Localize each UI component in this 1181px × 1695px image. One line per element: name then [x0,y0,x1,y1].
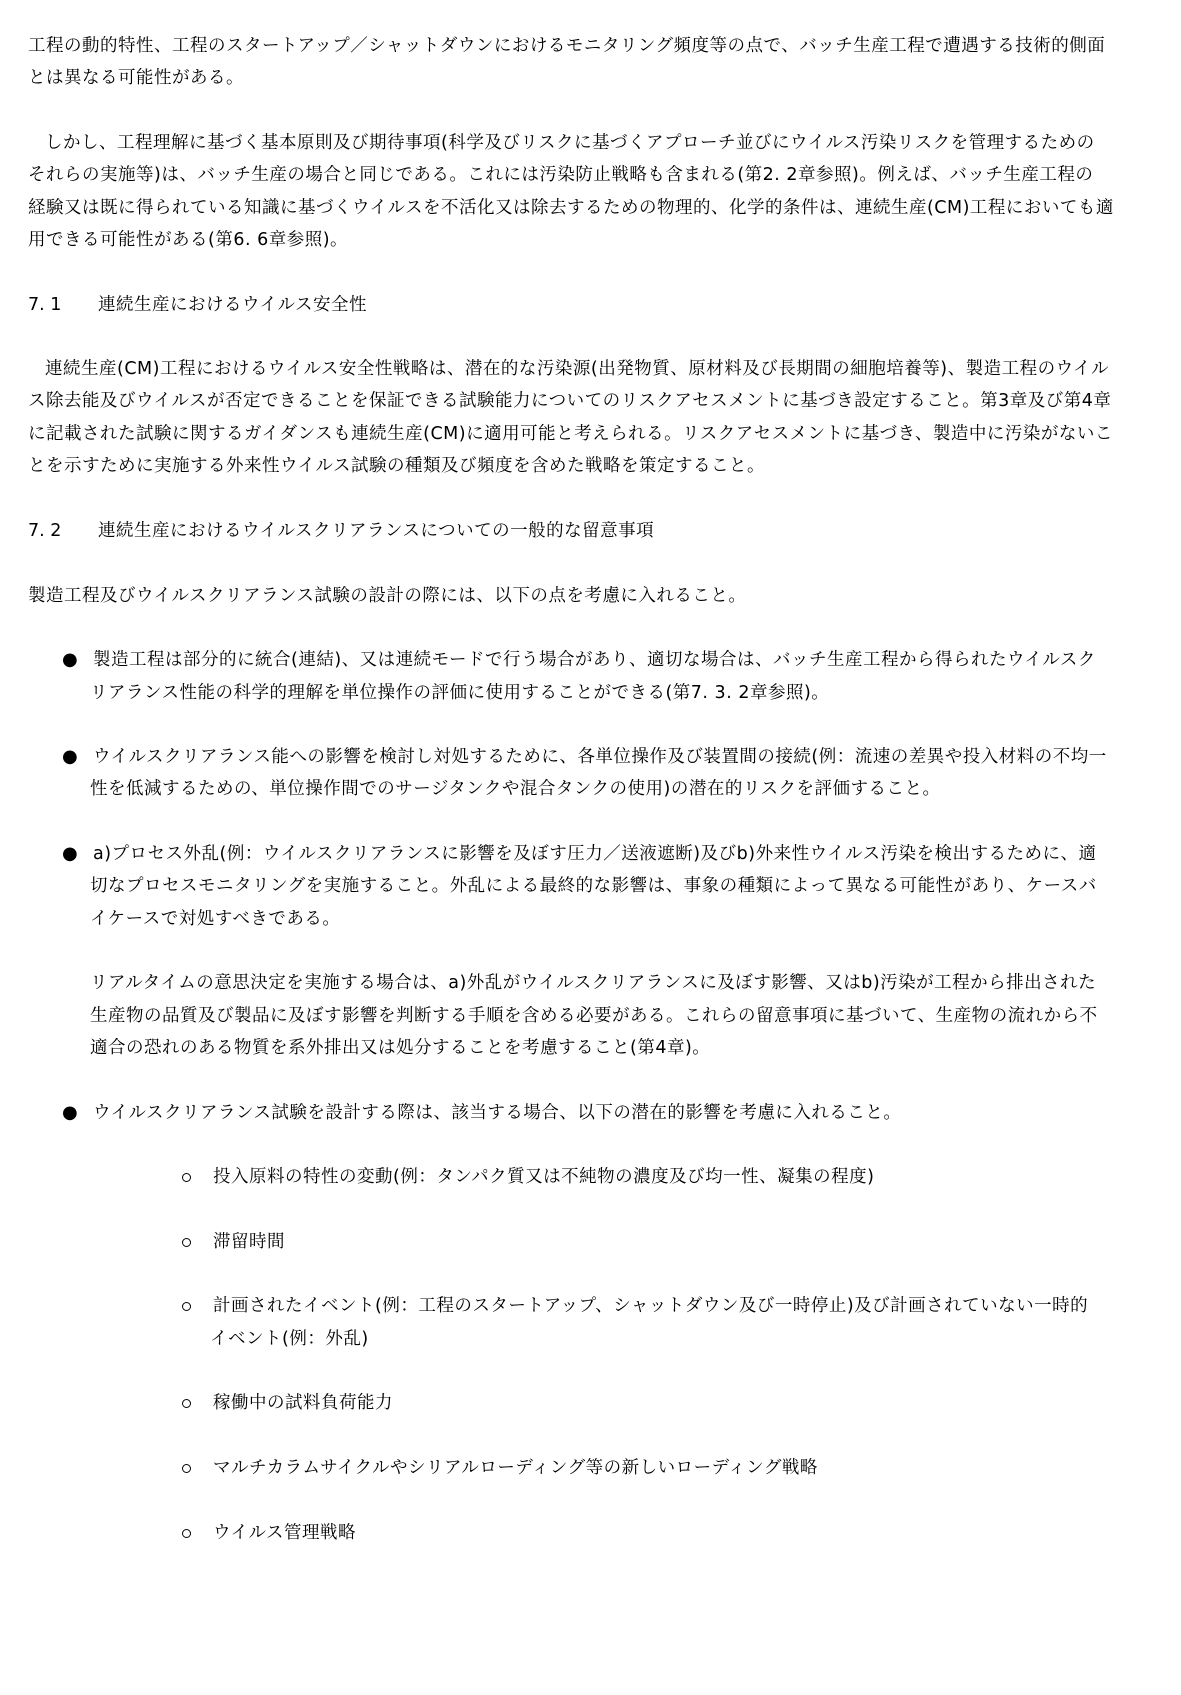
sub-bullet-marker [182,1238,191,1247]
sub-bullet-2-line-1: 滞留時間 [213,1232,285,1252]
sub-bullet-4-line-1: 稼働中の試料負荷能力 [213,1393,393,1413]
intro-p2-line-2: それらの実施等)は、バッチ生産の場合と同じである。これには汚染防止戦略も含まれる(第2. 2章参照)。例えば、バッチ生産工程の [28,165,1094,185]
sub-bullet-marker [182,1529,191,1538]
intro-p2-line-4: 用できる可能性がある(第6. 6章参照)。 [28,230,349,250]
section-7-1-line-2: ス除去能及びウイルスが否定できることを保証できる試験能力についてのリスクアセスメントに基づき設定すること。第3章及び第4章 [28,391,1112,411]
section-7-2-intro: 製造工程及びウイルスクリアランス試験の設計の際には、以下の点を考慮に入れること。 [28,586,747,606]
section-7-1-number: 7. 1 [28,295,62,315]
bullet-1-line-1: 製造工程は部分的に統合(連結)、又は連続モードで行う場合があり、適切な場合は、バッチ生産工程から得られたウイルスク [93,650,1096,670]
bullet-marker: ● [62,1102,78,1123]
sub-bullet-marker [182,1464,191,1473]
bullet-4-line-1: ウイルスクリアランス試験を設計する際は、該当する場合、以下の潜在的影響を考慮に入れること。 [93,1103,902,1123]
sub-bullet-3-line-1: 計画されたイベント(例：工程のスタートアップ、シャットダウン及び一時停止)及び計画されていない一時的 [213,1296,1089,1316]
section-7-1-title: 連続生産におけるウイルス安全性 [98,295,367,315]
intro-p1-line-2: とは異なる可能性がある。 [28,68,244,88]
section-7-1-line-3: に記載された試験に関するガイダンスも連続生産(CM)に適用可能と考えられる。リスクアセスメントに基づき、製造中に汚染がないこ [28,424,1113,444]
bullet-3-cont-line-1: リアルタイムの意思決定を実施する場合は、a)外乱がウイルスクリアランスに及ぼす影響、又はb)汚染が工程から排出された [90,973,1097,993]
bullet-2-line-1: ウイルスクリアランス能への影響を検討し対処するために、各単位操作及び装置間の接続(例：流速の差異や投入材料の不均一 [93,747,1107,767]
intro-p1-line-1: 工程の動的特性、工程のスタートアップ／シャットダウンにおけるモニタリング頻度等の点で、バッチ生産工程で遭遇する技術的側面 [28,36,1106,56]
sub-bullet-marker [182,1399,191,1408]
bullet-marker: ● [62,746,78,767]
section-7-1-line-4: とを示すために実施する外来性ウイルス試験の種類及び頻度を含めた戦略を策定すること。 [28,456,765,476]
bullet-marker: ● [62,843,78,864]
intro-p2-line-3: 経験又は既に得られている知識に基づくウイルスを不活化又は除去するための物理的、化学的条件は、連続生産(CM)工程においても適 [28,198,1114,218]
bullet-3-line-1: a)プロセス外乱(例：ウイルスクリアランスに影響を及ぼす圧力／送液遮断)及びb)外来性ウイルス汚染を検出するために、適 [93,844,1097,864]
section-7-2-title: 連続生産におけるウイルスクリアランスについての一般的な留意事項 [98,521,655,541]
sub-bullet-marker [182,1302,191,1311]
bullet-3-line-2: 切なプロセスモニタリングを実施すること。外乱による最終的な影響は、事象の種類によって異なる可能性があり、ケースバ [90,876,1097,896]
bullet-3-cont-line-2: 生産物の品質及び製品に及ぼす影響を判断する手順を含める必要がある。これらの留意事項に基づいて、生産物の流れから不 [90,1006,1098,1026]
bullet-marker: ● [62,649,78,670]
sub-bullet-marker [182,1173,191,1182]
sub-bullet-1-line-1: 投入原料の特性の変動(例：タンパク質又は不純物の濃度及び均一性、凝集の程度) [213,1167,875,1187]
bullet-3-cont-line-3: 適合の恐れのある物質を系外排出又は処分することを考慮すること(第4章)。 [90,1038,711,1058]
sub-bullet-6-line-1: ウイルス管理戦略 [213,1523,356,1543]
section-7-1-line-1: 連続生産(CM)工程におけるウイルス安全性戦略は、潜在的な汚染源(出発物質、原材料及び長期間の細胞培養等)、製造工程のウイル [45,359,1110,379]
bullet-1-line-2: リアランス性能の科学的理解を単位操作の評価に使用することができる(第7. 3. 2章参照)。 [90,683,830,703]
sub-bullet-3-line-2: イベント(例：外乱) [210,1329,369,1349]
section-7-2-number: 7. 2 [28,521,62,541]
bullet-3-line-3: イケースで対処すべきである。 [90,909,341,929]
intro-p2-line-1: しかし、工程理解に基づく基本原則及び期待事項(科学及びリスクに基づくアプローチ並びにウイルス汚染リスクを管理するための [45,133,1095,153]
bullet-2-line-2: 性を低減するための、単位操作間でのサージタンクや混合タンクの使用)の潜在的リスクを評価すること。 [90,779,941,799]
sub-bullet-5-line-1: マルチカラムサイクルやシリアルローディング等の新しいローディング戦略 [213,1458,818,1478]
